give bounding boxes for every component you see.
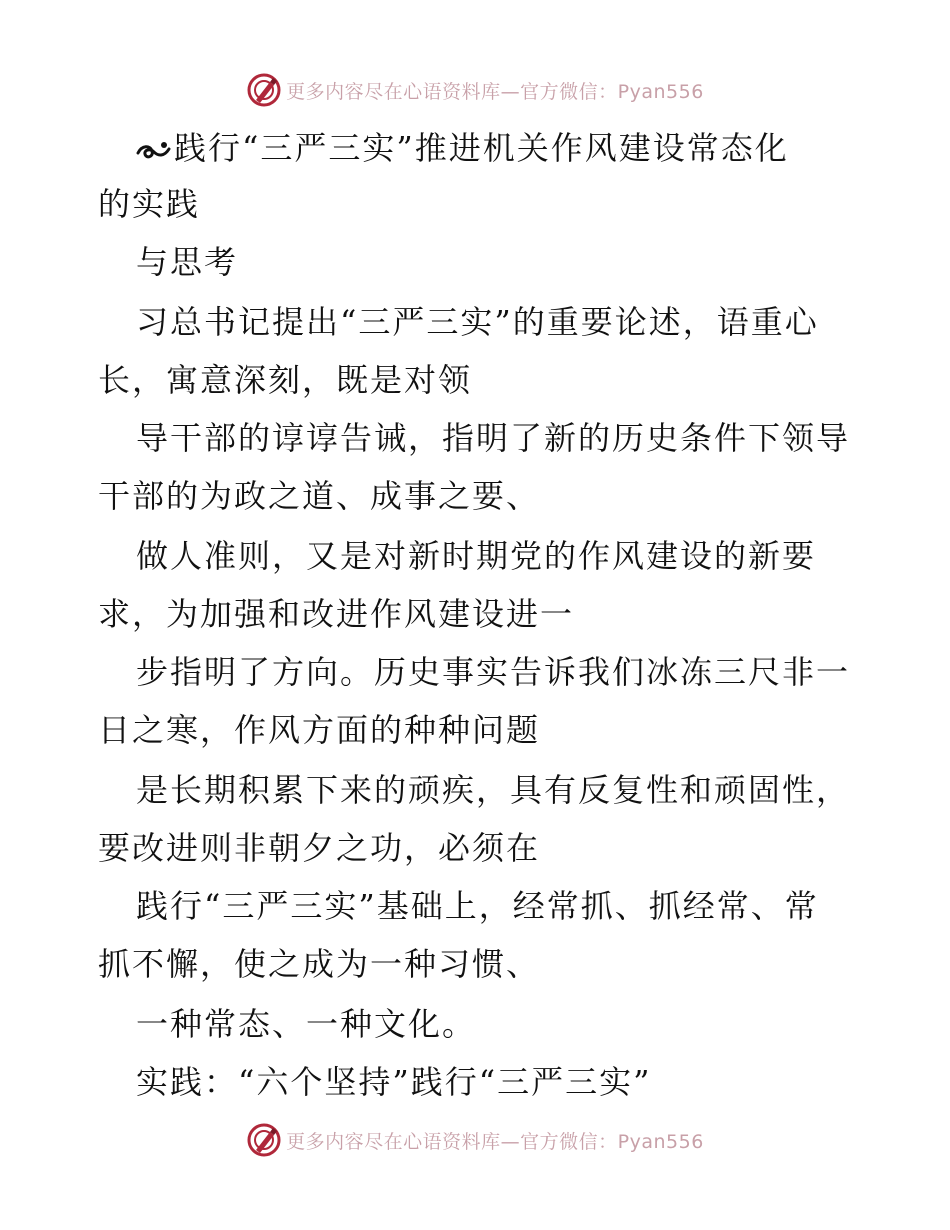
pen-logo-icon — [246, 1122, 282, 1158]
pen-logo-icon — [246, 72, 282, 108]
banner-text: 更多内容尽在心语资料库—官方微信：Pyan556 — [286, 1130, 704, 1153]
banner-text: 更多内容尽在心语资料库—官方微信：Pyan556 — [286, 80, 704, 103]
header-banner — [0, 68, 950, 112]
doc-line: 导干部的谆谆告诫，指明了新的历史条件下领导 — [136, 419, 851, 457]
doc-line: 与思考 — [136, 243, 239, 281]
doc-line: 步指明了方向。历史事实告诉我们冰冻三尺非一 — [136, 653, 851, 691]
doc-line: 一种常态、一种文化。 — [136, 1005, 477, 1043]
doc-line: 的实践 — [98, 185, 201, 223]
title-line-1 — [136, 128, 789, 168]
swirl-bullet-icon — [136, 133, 172, 165]
doc-title-text: 践行“三严三实”推进机关作风建设常态化 — [174, 129, 789, 167]
doc-line: 长，寓意深刻，既是对领 — [98, 361, 473, 399]
footer-banner — [0, 1118, 950, 1162]
doc-line: 干部的为政之道、成事之要、 — [98, 477, 541, 515]
doc-line: 践行“三严三实”基础上，经常抓、抓经常、常 — [136, 887, 819, 925]
doc-line: 抓不懈，使之成为一种习惯、 — [98, 945, 541, 983]
doc-line: 习总书记提出“三严三实”的重要论述，语重心 — [136, 303, 819, 341]
doc-line: 求，为加强和改进作风建设进一 — [98, 595, 575, 633]
doc-line: 日之寒，作风方面的种种问题 — [98, 711, 541, 749]
doc-line: 是长期积累下来的顽疾，具有反复性和顽固性， — [136, 771, 851, 809]
doc-line: 实践：“六个坚持”践行“三严三实” — [136, 1063, 652, 1101]
doc-line: 做人准则，又是对新时期党的作风建设的新要 — [136, 537, 817, 575]
doc-line: 要改进则非朝夕之功，必须在 — [98, 829, 541, 867]
